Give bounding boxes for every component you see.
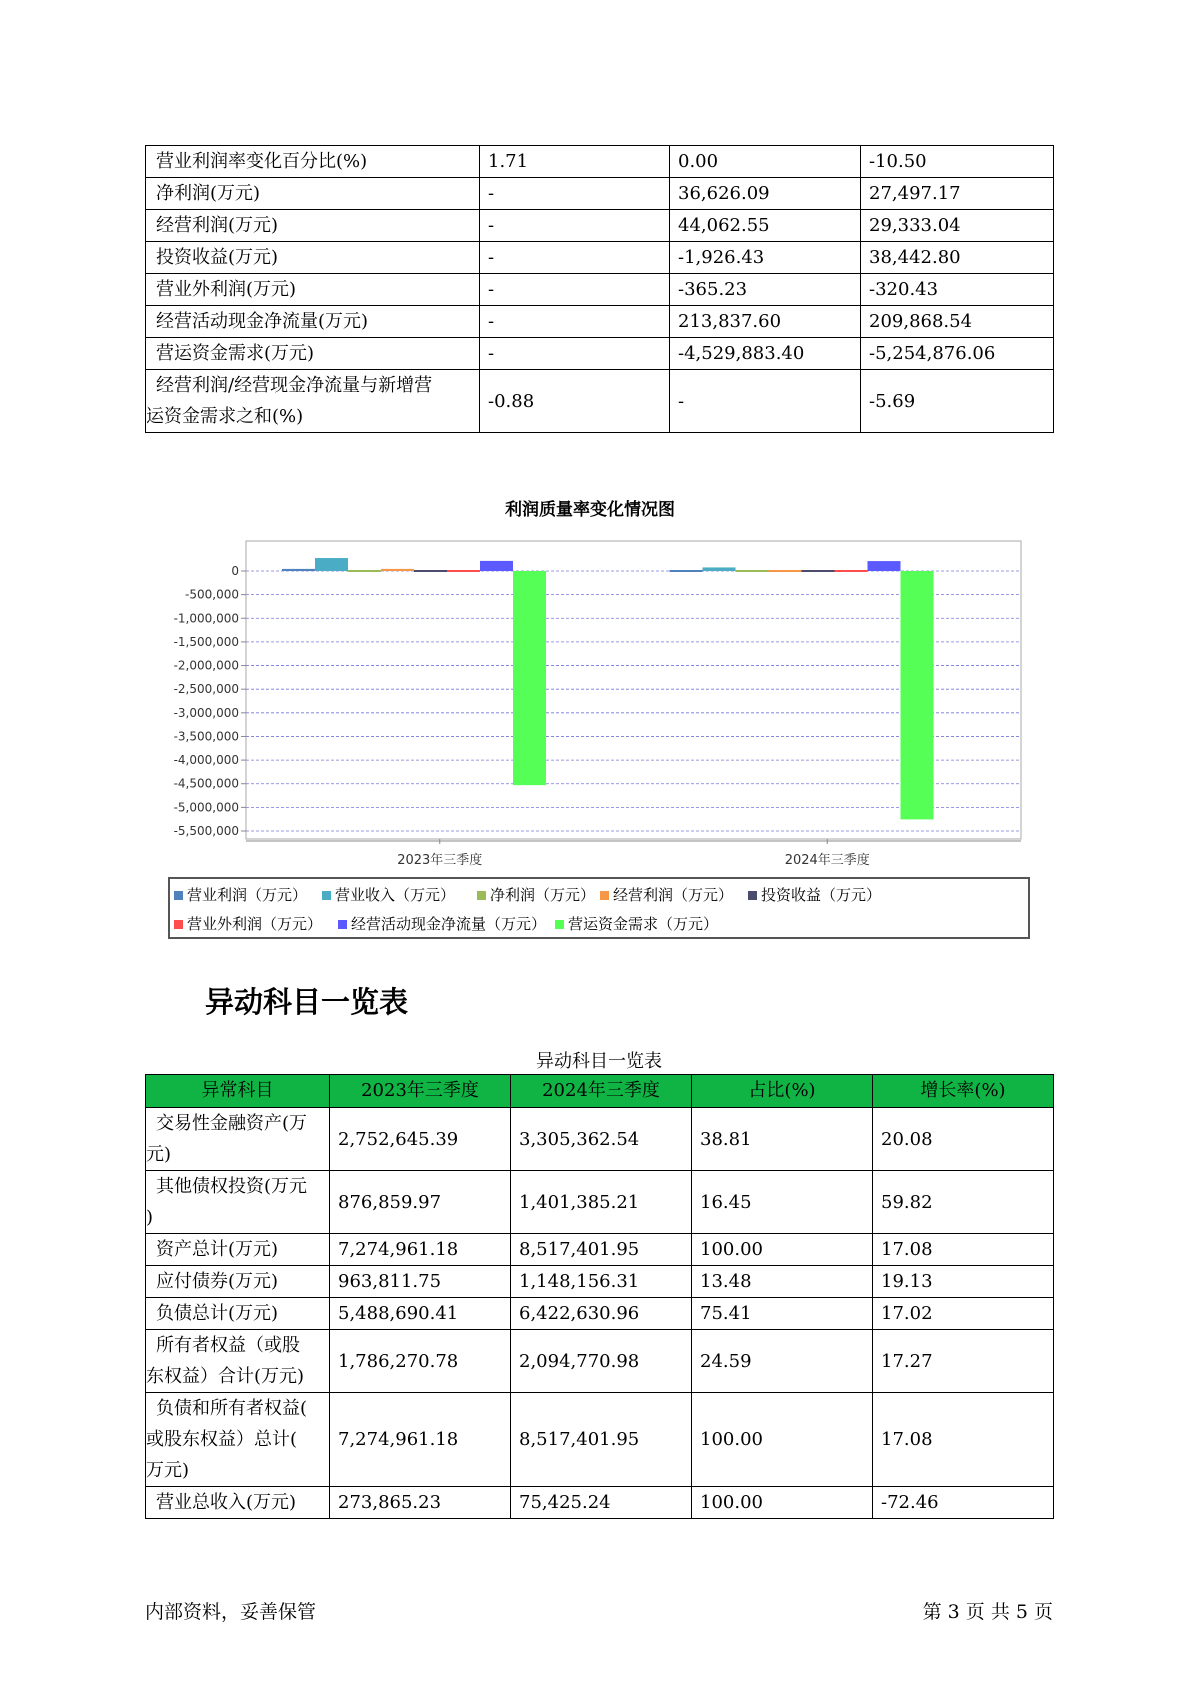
- section-heading: 异动科目一览表: [205, 985, 409, 1019]
- cell-value: 19.13: [873, 1266, 1054, 1298]
- cell-value: 36,626.09: [670, 178, 861, 210]
- cell-value: 100.00: [692, 1393, 873, 1487]
- legend-swatch: [174, 920, 183, 929]
- cell-value: -0.88: [480, 370, 670, 433]
- table-row: [146, 146, 1054, 178]
- row-label: [146, 1487, 330, 1519]
- row-label-line: 东权益）合计(万元): [146, 1366, 305, 1387]
- bar: [315, 558, 348, 571]
- legend-label: 营业外利润（万元）: [187, 915, 323, 933]
- y-tick-label: 0: [231, 564, 239, 578]
- legend-item: [174, 913, 322, 934]
- cell-value: 17.08: [873, 1393, 1054, 1487]
- row-label: [146, 1171, 330, 1234]
- chart-title: 利润质量率变化情况图: [505, 500, 675, 520]
- legend-label: 营运资金需求（万元）: [568, 915, 719, 933]
- y-tick-label: -5,500,000: [173, 824, 239, 838]
- cell-value: 3,305,362.54: [511, 1108, 692, 1171]
- bar: [736, 570, 769, 572]
- cell-value: 7,274,961.18: [330, 1393, 511, 1487]
- y-tick-label: -4,000,000: [173, 753, 239, 768]
- table-row: [146, 1330, 1054, 1393]
- table-row: [146, 178, 1054, 210]
- legend-swatch: [477, 891, 486, 900]
- table-row: [146, 242, 1054, 274]
- table-row: [146, 1487, 1054, 1519]
- chart-legend: [168, 877, 1030, 939]
- row-label: [146, 1330, 330, 1393]
- table-row: [146, 210, 1054, 242]
- cell-value: 17.08: [873, 1234, 1054, 1266]
- legend-label: 经营活动现金净流量（万元）: [351, 915, 547, 933]
- row-label-line: 应付债券(万元): [156, 1271, 279, 1292]
- cell-value: 1,401,385.21: [511, 1171, 692, 1234]
- y-tick-label: -2,500,000: [173, 682, 239, 697]
- chart-plot: [140, 495, 1040, 875]
- row-label-line: 其他债权投资(万元: [156, 1176, 308, 1197]
- row-label: [146, 370, 480, 433]
- cell-value: 6,422,630.96: [511, 1298, 692, 1330]
- row-label-line: 营业总收入(万元): [156, 1492, 297, 1513]
- row-label: 净利润(万元): [146, 178, 480, 210]
- column-header: 异常科目: [146, 1075, 330, 1108]
- cell-value: 0.00: [670, 146, 861, 178]
- bar: [769, 570, 802, 572]
- row-label: [146, 1108, 330, 1171]
- cell-value: 75.41: [692, 1298, 873, 1330]
- table-row: [146, 338, 1054, 370]
- bar: [835, 570, 868, 572]
- cell-value: -10.50: [861, 146, 1054, 178]
- cell-value: 17.27: [873, 1330, 1054, 1393]
- table-row: [146, 1298, 1054, 1330]
- cell-value: -320.43: [861, 274, 1054, 306]
- cell-value: 1,148,156.31: [511, 1266, 692, 1298]
- cell-value: 38,442.80: [861, 242, 1054, 274]
- footer-page-number: 第 3 页 共 5 页: [922, 1601, 1053, 1623]
- legend-item: [748, 884, 881, 905]
- cell-value: 213,837.60: [670, 306, 861, 338]
- column-header: 2024年三季度: [511, 1075, 692, 1108]
- bar: [670, 570, 703, 572]
- y-tick-label: -3,000,000: [173, 705, 239, 720]
- y-tick-label: -1,000,000: [173, 611, 239, 626]
- row-label-line: 资产总计(万元): [156, 1239, 279, 1260]
- cell-value: 1.71: [480, 146, 670, 178]
- row-label: [146, 1393, 330, 1487]
- row-label-line: 元): [146, 1144, 172, 1165]
- cell-value: 100.00: [692, 1487, 873, 1519]
- y-tick-label: -4,500,000: [173, 776, 239, 791]
- column-header: 占比(%): [692, 1075, 873, 1108]
- y-tick-label: -3,500,000: [173, 729, 239, 744]
- legend-swatch: [174, 891, 183, 900]
- legend-label: 净利润（万元）: [490, 886, 596, 904]
- cell-value: 38.81: [692, 1108, 873, 1171]
- table-row: [146, 1266, 1054, 1298]
- cell-value: 13.48: [692, 1266, 873, 1298]
- footer-confidential: 内部资料，妥善保管: [145, 1601, 317, 1623]
- table-row: [146, 1393, 1054, 1487]
- cell-value: 100.00: [692, 1234, 873, 1266]
- bar: [703, 567, 736, 571]
- table-row: [146, 274, 1054, 306]
- cell-value: 209,868.54: [861, 306, 1054, 338]
- cell-value: -: [480, 242, 670, 274]
- row-label-line: 交易性金融资产(万: [156, 1113, 308, 1134]
- cell-value: -: [480, 338, 670, 370]
- row-label: [146, 1266, 330, 1298]
- row-label: 营运资金需求(万元): [146, 338, 480, 370]
- cell-value: 7,274,961.18: [330, 1234, 511, 1266]
- profit-quality-table: [145, 145, 1054, 433]
- row-label: [146, 1234, 330, 1266]
- bar: [348, 570, 381, 572]
- cell-value: 8,517,401.95: [511, 1234, 692, 1266]
- y-tick-label: -5,000,000: [173, 800, 239, 815]
- legend-label: 营业收入（万元）: [335, 886, 456, 904]
- row-label-line: ): [146, 1207, 154, 1228]
- cell-value: -: [480, 274, 670, 306]
- cell-value: 29,333.04: [861, 210, 1054, 242]
- cell-value: 5,488,690.41: [330, 1298, 511, 1330]
- cell-value: -1,926.43: [670, 242, 861, 274]
- column-header: 增长率(%): [873, 1075, 1054, 1108]
- row-label: 投资收益(万元): [146, 242, 480, 274]
- bar: [868, 561, 901, 571]
- row-label-line: 或股东权益）总计(: [146, 1429, 298, 1450]
- cell-value: 17.02: [873, 1298, 1054, 1330]
- cell-value: -: [480, 178, 670, 210]
- row-label: 营业外利润(万元): [146, 274, 480, 306]
- cell-value: 1,786,270.78: [330, 1330, 511, 1393]
- legend-item: [174, 884, 307, 905]
- legend-swatch: [322, 891, 331, 900]
- row-label-line: 经营利润/经营现金净流量与新增营: [156, 375, 433, 396]
- bar: [447, 570, 480, 572]
- cell-value: -5,254,876.06: [861, 338, 1054, 370]
- row-label: 营业利润率变化百分比(%): [146, 146, 480, 178]
- row-label-line: 运资金需求之和(%): [146, 406, 304, 427]
- y-tick-label: -2,000,000: [173, 658, 239, 673]
- cell-value: -: [480, 306, 670, 338]
- cell-value: 75,425.24: [511, 1487, 692, 1519]
- cell-value: 27,497.17: [861, 178, 1054, 210]
- cell-value: 2,094,770.98: [511, 1330, 692, 1393]
- anomaly-table: [145, 1074, 1054, 1519]
- legend-swatch: [338, 920, 347, 929]
- cell-value: 59.82: [873, 1171, 1054, 1234]
- legend-item: [338, 913, 546, 934]
- y-tick-label: -500,000: [185, 587, 239, 602]
- table-row: [146, 1171, 1054, 1234]
- legend-swatch: [555, 920, 564, 929]
- cell-value: 8,517,401.95: [511, 1393, 692, 1487]
- bar: [381, 569, 414, 571]
- table-row: [146, 370, 1054, 433]
- bar: [414, 570, 447, 572]
- cell-value: -72.46: [873, 1487, 1054, 1519]
- legend-item: [477, 884, 595, 905]
- cell-value: 963,811.75: [330, 1266, 511, 1298]
- cell-value: -4,529,883.40: [670, 338, 861, 370]
- cell-value: 20.08: [873, 1108, 1054, 1171]
- row-label: 经营利润(万元): [146, 210, 480, 242]
- y-tick-label: -1,500,000: [173, 634, 239, 649]
- row-label-line: 所有者权益（或股: [156, 1335, 300, 1356]
- cell-value: -5.69: [861, 370, 1054, 433]
- cell-value: -365.23: [670, 274, 861, 306]
- bar: [282, 569, 315, 571]
- cell-value: 2,752,645.39: [330, 1108, 511, 1171]
- cell-value: 24.59: [692, 1330, 873, 1393]
- table-caption: 异动科目一览表: [536, 1051, 662, 1072]
- legend-item: [322, 884, 455, 905]
- cell-value: -: [480, 210, 670, 242]
- cell-value: 16.45: [692, 1171, 873, 1234]
- legend-swatch: [600, 891, 609, 900]
- column-header: 2023年三季度: [330, 1075, 511, 1108]
- table-row: [146, 306, 1054, 338]
- row-label-line: 万元): [146, 1460, 190, 1481]
- legend-label: 投资收益（万元）: [761, 886, 882, 904]
- legend-item: [600, 884, 733, 905]
- bar: [802, 570, 835, 572]
- table-header-row: [146, 1075, 1054, 1108]
- legend-label: 营业利润（万元）: [187, 886, 308, 904]
- cell-value: 273,865.23: [330, 1487, 511, 1519]
- bar: [901, 571, 934, 819]
- cell-value: 44,062.55: [670, 210, 861, 242]
- row-label: 经营活动现金净流量(万元): [146, 306, 480, 338]
- row-label-line: 负债和所有者权益(: [156, 1398, 308, 1419]
- row-label-line: 负债总计(万元): [156, 1303, 279, 1324]
- table-row: [146, 1108, 1054, 1171]
- x-tick-label: 2023年三季度: [397, 853, 483, 868]
- x-tick-label: 2024年三季度: [784, 853, 870, 868]
- bar: [513, 571, 546, 785]
- table-row: [146, 1234, 1054, 1266]
- bar: [480, 561, 513, 571]
- legend-item: [555, 913, 718, 934]
- row-label: [146, 1298, 330, 1330]
- cell-value: -: [670, 370, 861, 433]
- cell-value: 876,859.97: [330, 1171, 511, 1234]
- legend-swatch: [748, 891, 757, 900]
- legend-label: 经营利润（万元）: [613, 886, 734, 904]
